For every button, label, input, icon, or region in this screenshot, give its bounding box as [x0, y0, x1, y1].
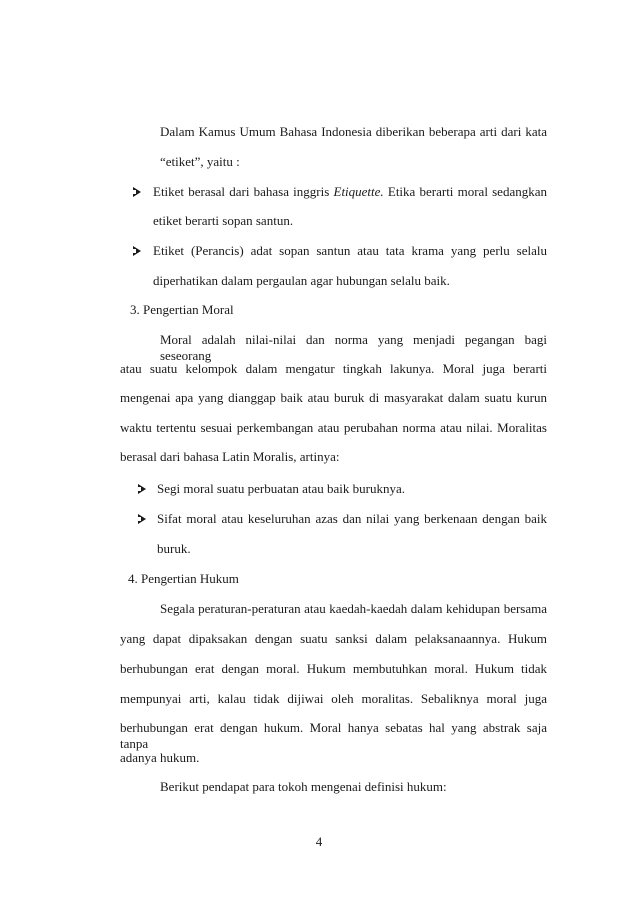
- arrow-bullet-icon: [138, 514, 146, 524]
- moral-bullet-2-line-2: buruk.: [157, 541, 191, 556]
- bullet-perancis-line-1: Etiket (Perancis) adat sopan santun atau tata krama yang perlu selalu: [153, 243, 547, 258]
- arrow-bullet-icon: [133, 187, 141, 197]
- moral-bullet-2-line-1: Sifat moral atau keseluruhan azas dan nilai yang berkenaan dengan baik: [157, 511, 547, 526]
- moral-line-5: berasal dari bahasa Latin Moralis, artinya:: [120, 449, 340, 464]
- hukum-line-2: yang dapat dipaksakan dengan suatu sanksi dalam pelaksanaannya. Hukum: [120, 631, 547, 646]
- moral-line-2: atau suatu kelompok dalam mengatur tingkah lakunya. Moral juga berarti: [120, 361, 547, 376]
- moral-line-4: waktu tertentu sesuai perkembangan atau perubahan norma atau nilai. Moralitas: [120, 420, 547, 435]
- intro-line-1: Dalam Kamus Umum Bahasa Indonesia diberikan beberapa arti dari kata: [160, 124, 547, 139]
- bullet-etiket-text-b: Etika berarti moral sedangkan: [383, 184, 547, 199]
- bullet-perancis-line-2: diperhatikan dalam pergaulan agar hubungan selalu baik.: [153, 273, 450, 288]
- moral-line-1: Moral adalah nilai-nilai dan norma yang menjadi pegangan bagi seseorang: [160, 332, 547, 363]
- section-4-heading: 4. Pengertian Hukum: [128, 571, 239, 586]
- hukum-line-6: adanya hukum.: [120, 750, 200, 765]
- hukum-line-3: berhubungan erat dengan moral. Hukum membutuhkan moral. Hukum tidak: [120, 661, 547, 676]
- bullet-etiket-text-a: Etiket berasal dari bahasa inggris: [153, 184, 334, 199]
- bullet-etiket-italic: Etiquette.: [333, 184, 384, 199]
- bullet-etiket-line-1: [153, 184, 547, 200]
- arrow-bullet-icon: [138, 484, 146, 494]
- bullet-etiket-line-2: etiket berarti sopan santun.: [153, 213, 294, 228]
- arrow-bullet-icon: [133, 246, 141, 256]
- page-number: 4: [315, 834, 323, 849]
- intro-line-2: “etiket”, yaitu :: [160, 154, 240, 169]
- hukum-line-1: Segala peraturan-peraturan atau kaedah-kaedah dalam kehidupan bersama: [160, 601, 547, 616]
- hukum-line-5: berhubungan erat dengan hukum. Moral hanya sebatas hal yang abstrak saja tanpa: [120, 720, 547, 751]
- moral-line-3: mengenai apa yang dianggap baik atau buruk di masyarakat dalam suatu kurun: [120, 390, 547, 405]
- moral-bullet-1: Segi moral suatu perbuatan atau baik buruknya.: [157, 481, 406, 496]
- section-3-heading: 3. Pengertian Moral: [130, 302, 234, 317]
- hukum-line-4: mempunyai arti, kalau tidak dijiwai oleh moralitas. Sebaliknya moral juga: [120, 691, 547, 706]
- hukum-closing-line: Berikut pendapat para tokoh mengenai definisi hukum:: [160, 779, 447, 794]
